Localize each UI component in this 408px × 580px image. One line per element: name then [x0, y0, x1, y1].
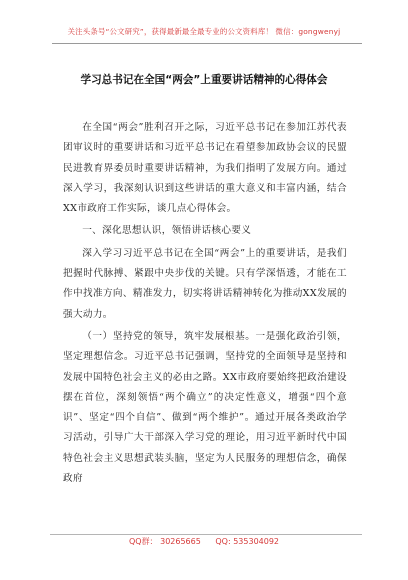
qq-group: QQ群： 30265665 [128, 537, 201, 546]
document-title: 学习总书记在全国“两会”上重要讲话精神的心得体会 [80, 74, 328, 86]
footer-divider [50, 534, 362, 535]
intro-paragraph: 在全国“两会”胜利召开之际，习近平总书记在参加江苏代表团审议时的重要讲话和习近平总书记在看望参加政协会议的民盟民进教育界委员时重要讲话精神，为我们指明了发展方向。通过深入学习，我深刻认识到这些讲话的重大意义和丰富内涵，结合XX市政府工作实际，谈几点心得体会。 [63, 122, 347, 215]
body-paragraph: 深入学习习近平总书记在全国“两会”上的重要讲话，是我们把握时代脉搏、紧跟中央步伐的关键。只有学深悟透，才能在工作中找准方向、精准发力，切实将讲话精神转化为推动XX发展的强大动力。 [63, 247, 347, 320]
header-divider [52, 43, 362, 44]
body-paragraph: （一）坚持党的领导，筑牢发展根基。一是强化政治引领，坚定理想信念。习近平总书记强调，坚持党的全面领导是坚持和发展中国特色社会主义的必由之路。XX市政府要始终把政治建设摆在首位，深刻领悟“两个确立”的决定性意义，增强“四个意识”、坚定“四个自信”、做到“两个维护”。通过开展各类政治学习活动，引导广大干部深入学习党的理论，用习近平新时代中国特色社会主义思想武装头脑，坚定为人民服务的理想信念，确保政府 [63, 330, 347, 485]
document-body [63, 118, 347, 489]
qq-number: QQ: 535304092 [215, 537, 280, 546]
contact-footer [0, 536, 408, 547]
section-heading: 一、深化思想认识，领悟讲话核心要义 [82, 225, 252, 237]
promo-header: 关注头条号“公文研究”，获得最新最全最专业的公文资料库！ 微信：gongwenyj [67, 27, 341, 36]
